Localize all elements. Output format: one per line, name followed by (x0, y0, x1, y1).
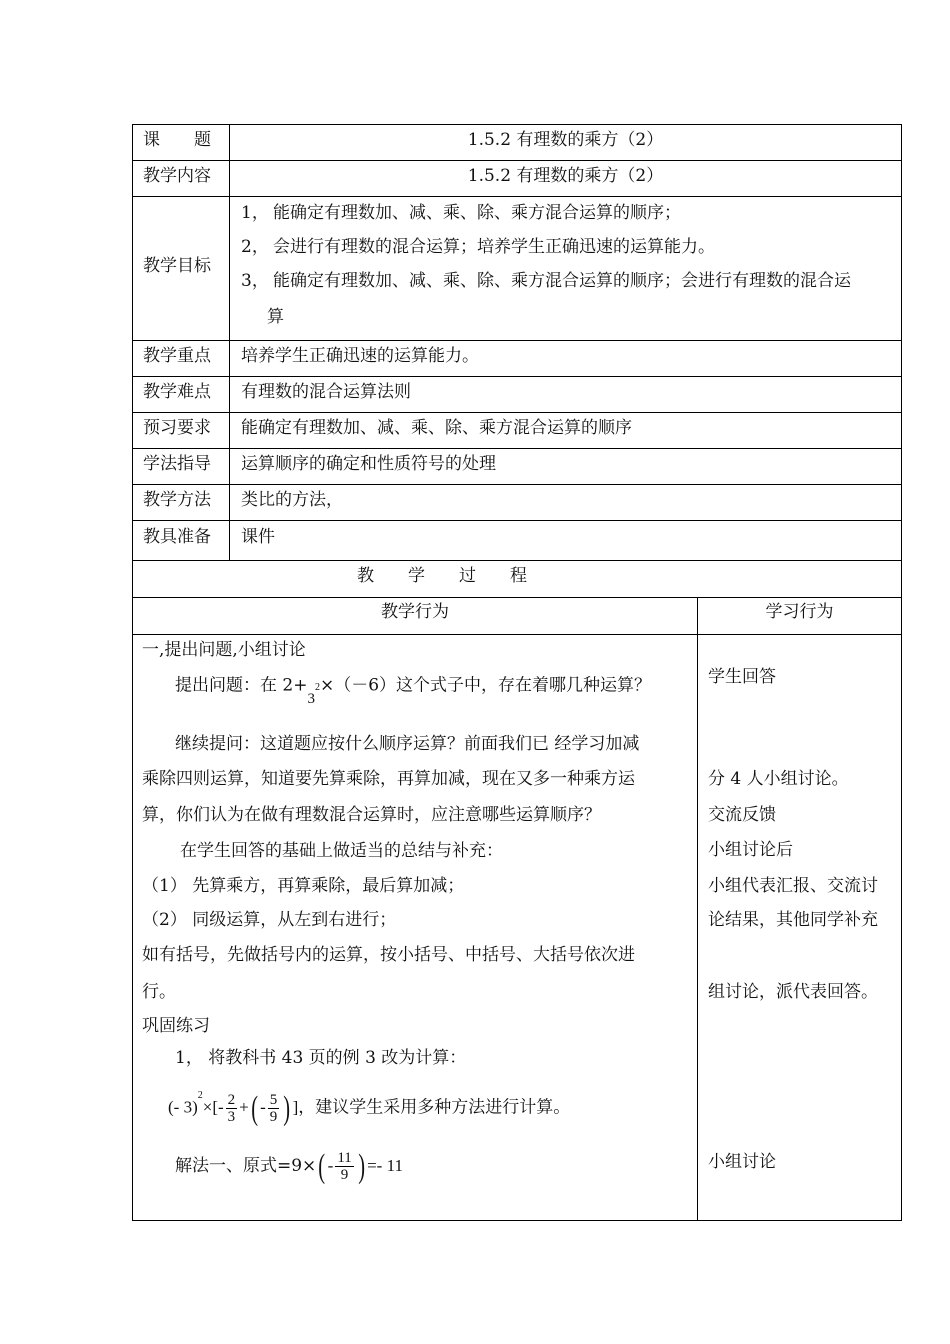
teach-section-heading: 一,提出问题,小组讨论 (142, 640, 306, 660)
objective-3-text: 能确定有理数加、减、乘、除、乘方混合运算的顺序；会进行有理数的混合运 (273, 271, 851, 291)
preview-value: 能确定有理数加、减、乘、除、乘方混合运算的顺序 (241, 418, 632, 438)
teach-line-10: 行。 (142, 982, 176, 1002)
learn-group-4: 分 4 人小组讨论。 (708, 769, 849, 789)
learn-supplement: 论结果，其他同学补充 (708, 910, 878, 930)
practice-heading: 巩固练习 (142, 1016, 210, 1036)
teach-line-6: 在学生回答的基础上做适当的总结与补充： (180, 841, 503, 861)
label-method: 教学方法 (143, 490, 211, 510)
label-study-guide: 学法指导 (143, 454, 211, 474)
teach-line-4: 乘除四则运算，知道要先算乘除，再算加减，现在又多一种乘方运 (142, 769, 635, 789)
learn-group-discuss: 小组讨论 (708, 1152, 776, 1172)
learn-after-discuss: 小组讨论后 (708, 840, 793, 860)
learn-representative: 组讨论，派代表回答。 (708, 982, 878, 1002)
study-guide-value: 运算顺序的确定和性质符号的处理 (241, 454, 496, 474)
objective-3-num: 3， (241, 271, 269, 291)
teach-line-5: 算，你们认为在做有理数混合运算时，应注意哪些运算顺序？ (142, 805, 601, 825)
objective-3-cont: 算 (267, 307, 284, 327)
teach-rule-1: （1） 先算乘方，再算乘除，最后算加减； (142, 876, 465, 896)
label-tools: 教具准备 (143, 527, 211, 547)
learn-answer: 学生回答 (708, 667, 776, 687)
label-content: 教学内容 (143, 166, 211, 186)
teach-rule-2: （2） 同级运算，从左到右进行； (142, 910, 397, 930)
label-objectives: 教学目标 (143, 256, 211, 276)
tools-value: 课件 (241, 527, 275, 547)
label-key-point: 教学重点 (143, 346, 211, 366)
objective-2-text: 会进行有理数的混合运算；培养学生正确迅速的运算能力。 (273, 237, 715, 257)
learn-feedback: 交流反馈 (708, 805, 776, 825)
objective-2-num: 2， (241, 237, 269, 257)
content-value: 1.5.2 有理数的乘方（2） (467, 166, 664, 186)
method-value: 类比的方法， (241, 490, 343, 510)
process-title: 教 学 过 程 (357, 566, 527, 586)
label-topic: 课 题 (143, 130, 211, 150)
teach-question: 提出问题：在 $2+3^2\times(-6)$这个式子中，存在着哪几种运算？ (175, 675, 652, 707)
practice-item-1: 1， 将教科书 43 页的例 3 改为计算： (175, 1048, 467, 1068)
objective-1-text: 能确定有理数加、减、乘、除、乘方混合运算的顺序； (273, 203, 681, 223)
objective-1-num: 1， (241, 203, 269, 223)
col-learn-header: 学习行为 (765, 602, 834, 622)
label-difficulty: 教学难点 (143, 382, 211, 402)
teach-line-9: 如有括号，先做括号内的运算，按小括号、中括号、大括号依次进 (142, 945, 635, 965)
key-point-value: 培养学生正确迅速的运算能力。 (241, 346, 479, 366)
expression-1: (- 3)$^2$×[- $\frac{2}{3}$ +( - $\frac{5}{9}$ ) ]，建议学生采用多种方法进行计算。 (168, 1089, 571, 1127)
topic-value: 1.5.2 有理数的乘方（2） (467, 130, 664, 150)
solution-1: 解法一、原式=9×( - $\frac{11}{9}$ ) =- 11 (175, 1147, 403, 1185)
learn-report: 小组代表汇报、交流讨 (708, 876, 878, 896)
col-teach-header: 教学行为 (381, 602, 449, 622)
label-preview: 预习要求 (143, 418, 211, 438)
difficulty-value: 有理数的混合运算法则 (241, 382, 411, 402)
teach-line-3: 继续提问：这道题应按什么顺序运算？前面我们已 经学习加减 (175, 734, 640, 754)
